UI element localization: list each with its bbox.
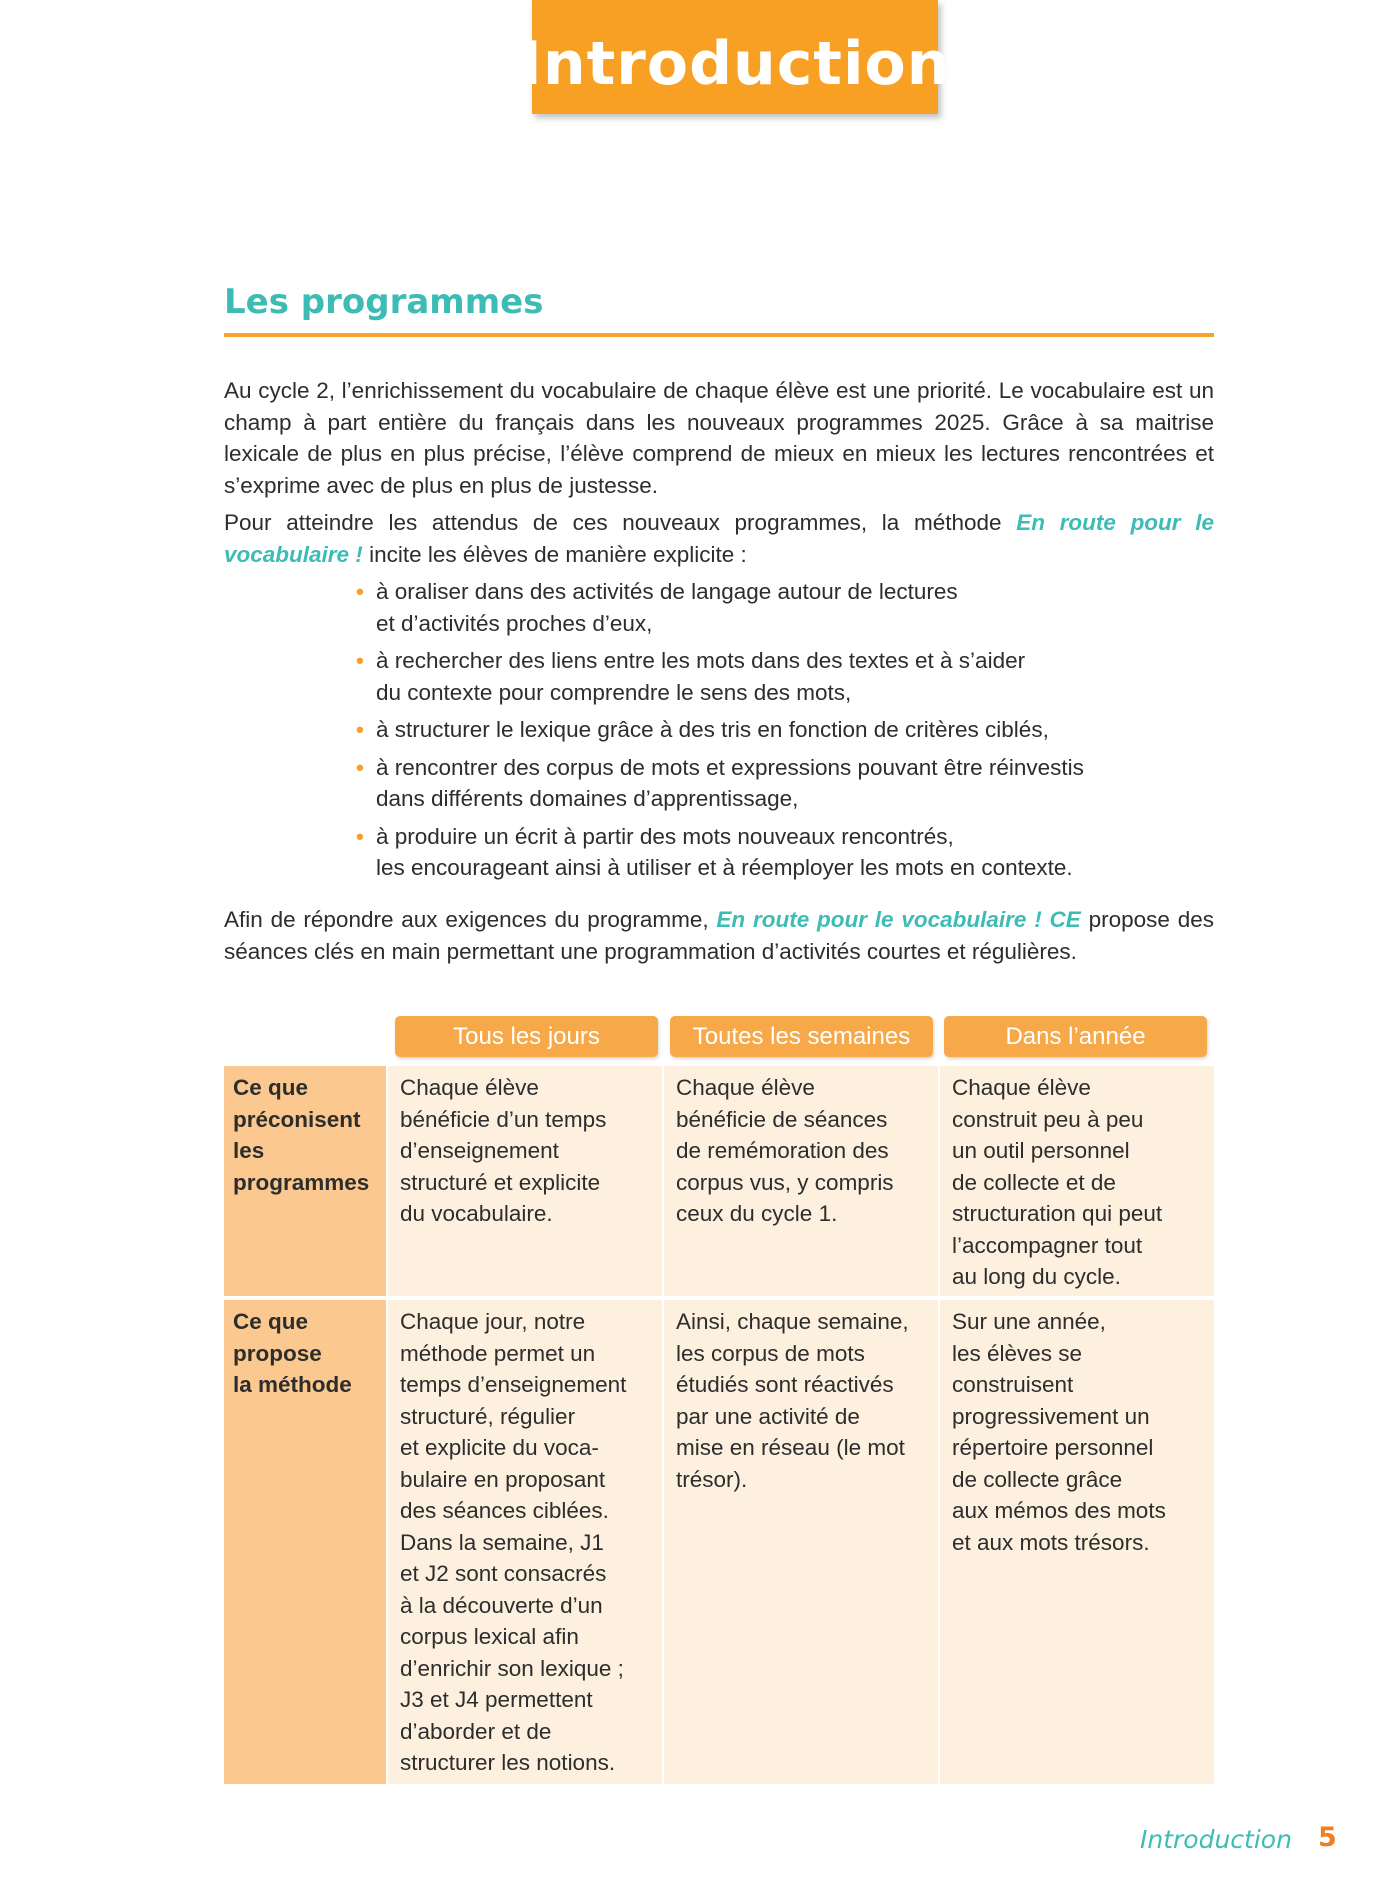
bullet-icon: •: [356, 823, 364, 849]
conclusion-paragraph: [224, 904, 1214, 967]
column-header-yearly: Dans l’année: [944, 1016, 1207, 1057]
list-item: • à oraliser dans des activités de langage autour de lectures et d’activités proches d’eux,: [356, 576, 1216, 639]
method-name-highlight: En route pour le vocabulaire ! CE: [716, 907, 1081, 932]
table-cell: Ainsi, chaque semaine, les corpus de mots étudiés sont réactivés par une activité de mise en réseau (le mot trésor).: [664, 1300, 938, 1784]
bullet-icon: •: [356, 754, 364, 780]
method-paragraph-text-end: incite les élèves de manière explicite :: [362, 541, 747, 567]
method-paragraph-text: Pour atteindre les attendus de ces nouveaux programmes, la méthode: [224, 510, 1017, 535]
table-cell: Sur une année, les élèves se construisent progressivement un répertoire personnel de collecte grâce aux mémos des mots et aux mots trésors.: [940, 1300, 1214, 1784]
row-header-method: Ce que propose la méthode: [224, 1300, 386, 1784]
footer-chapter-label: Introduction: [1140, 1825, 1292, 1854]
table-cell: Chaque jour, notre méthode permet un temps d’enseignement structuré, régulier et explicite du voca- bulaire en proposant des séances ciblées. Dans la semaine, J1 et J2 sont consacrés à la découverte d’un corpus lexical afin d’enrichir son lexique ; J3 et J4 permettent d’aborder et de structurer les notions.: [388, 1300, 662, 1784]
page-number: 5: [1318, 1822, 1337, 1853]
chapter-tab: [519, 0, 951, 114]
bullet-icon: •: [356, 648, 364, 673]
list-item: • à produire un écrit à partir des mots nouveaux rencontrés, les encourageant ainsi à utiliser et à réemployer les mots en contexte.: [356, 821, 1216, 884]
column-header-daily: Tous les jours: [395, 1016, 658, 1057]
table-cell: Chaque élève bénéficie d’un temps d’enseignement structuré et explicite du vocabulaire.: [388, 1066, 662, 1296]
row-header-programs: Ce que préconisent les programmes: [224, 1066, 386, 1296]
list-item: • à rechercher des liens entre les mots dans des textes et à s’aider du contexte pour comprendre le sens des mots,: [356, 645, 1216, 708]
chapter-title: Introduction: [519, 29, 951, 99]
conclusion-paragraph-text: Afin de répondre aux exigences du programme,: [224, 907, 717, 932]
objectives-list: [356, 576, 1216, 890]
column-header-weekly: Toutes les semaines: [670, 1016, 933, 1057]
table-cell: Chaque élève bénéficie de séances de remémoration des corpus vus, y compris ceux du cycle 1.: [664, 1066, 938, 1296]
method-name-highlight: En route pour le vocabulaire !: [224, 510, 1214, 567]
list-item: • à rencontrer des corpus de mots et expressions pouvant être réinvestis dans différents domaines d’apprentissage,: [356, 752, 1216, 815]
section-divider: [224, 333, 1214, 337]
bullet-icon: •: [356, 717, 364, 742]
list-item: • à structurer le lexique grâce à des tris en fonction de critères ciblés,: [356, 714, 1216, 746]
intro-paragraph: Au cycle 2, l’enrichissement du vocabulaire de chaque élève est une priorité. Le vocabulaire est un champ à part entière du français dans les nouveaux programmes 2025. Grâce à sa maitrise lexicale de plus en plus précise, l’élève comprend de mieux en mieux les lectures rencontrées et s’exprime avec de plus en plus de justesse.: [224, 378, 1214, 498]
method-paragraph: [224, 507, 1214, 570]
table-cell: Chaque élève construit peu à peu un outil personnel de collecte et de structuration qui peut l’accompagner tout au long du cycle.: [940, 1066, 1214, 1296]
section-title: Les programmes: [224, 282, 544, 322]
bullet-icon: •: [356, 579, 364, 604]
conclusion-paragraph-text-end: propose des séances clés en main permettant une programmation d’activités courtes et régulières.: [224, 907, 1214, 964]
